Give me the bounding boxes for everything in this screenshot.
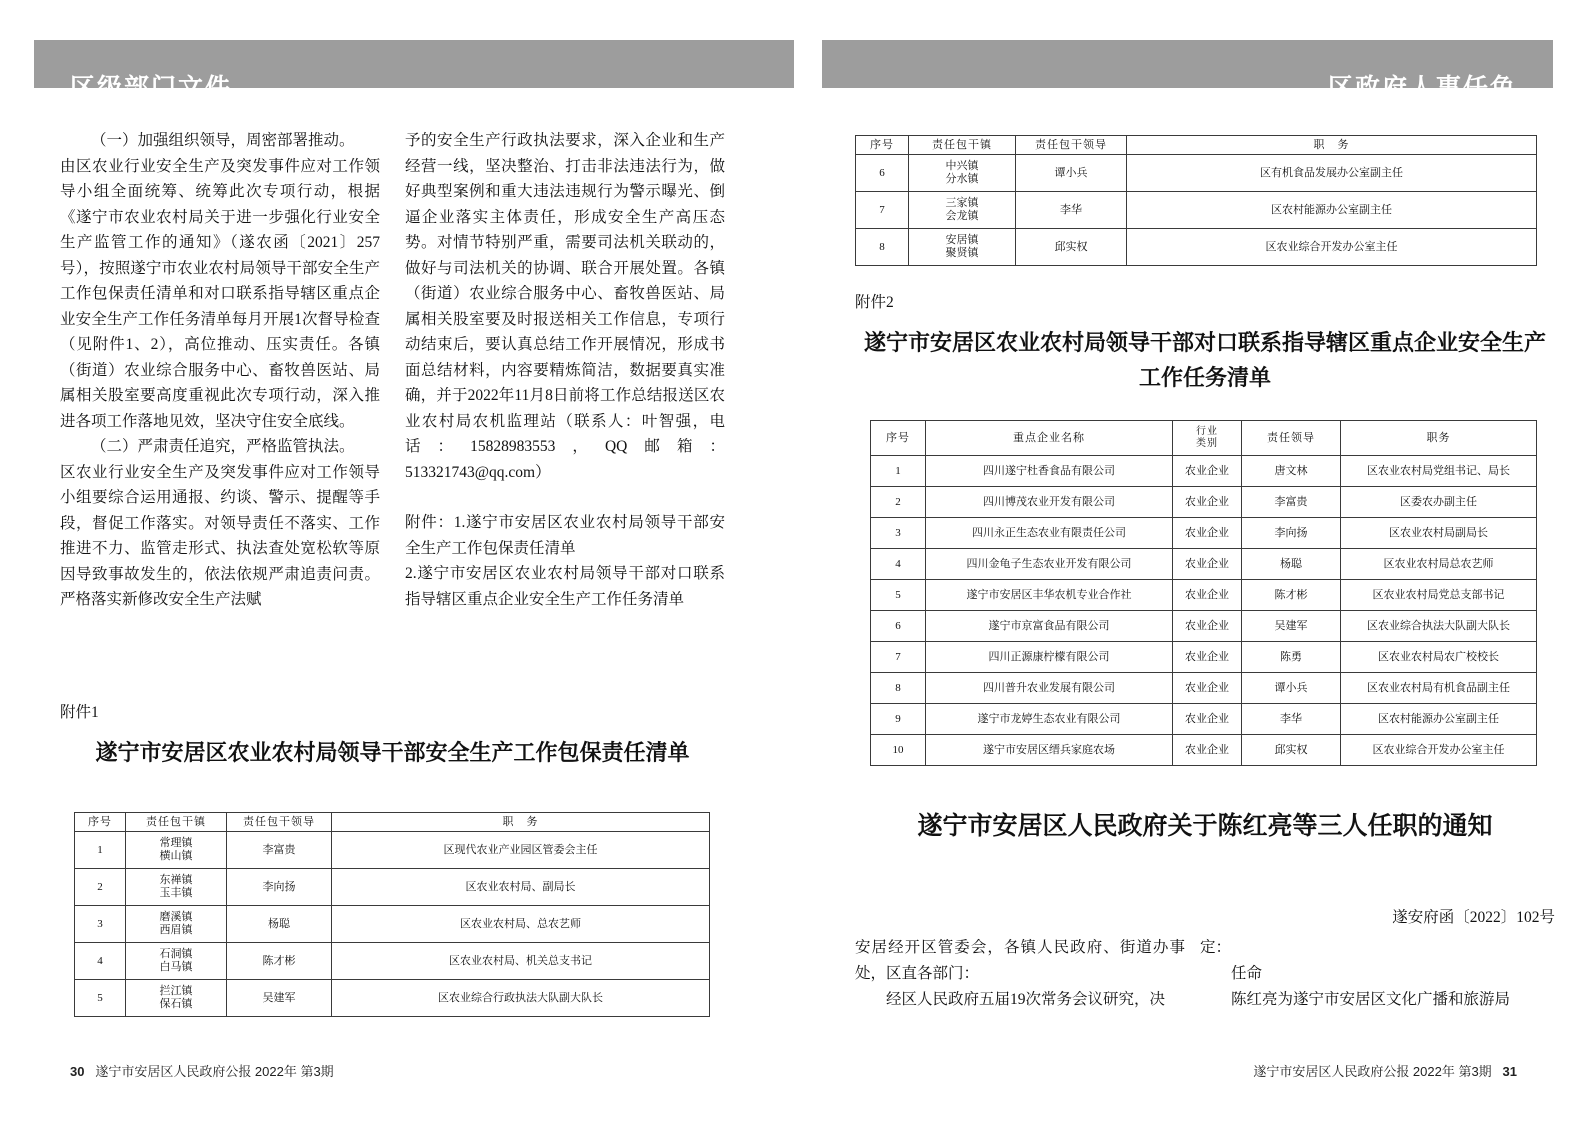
table-cell: 谭小兵 [1242, 673, 1341, 704]
paragraph: （一）加强组织领导，周密部署推动。 [91, 132, 355, 149]
header-label-right: 区政府人事任免 [1327, 74, 1517, 102]
table-cell: 区农业农村局、机关总支书记 [332, 943, 710, 980]
attachment1-title: 遂宁市安居区农业农村局领导干部安全生产工作包保责任清单 [95, 740, 690, 765]
paragraph: 陈红亮为遂宁市安居区文化广播和旅游局 [1231, 991, 1511, 1008]
table-cell: 5 [871, 580, 926, 611]
table-attachment1 [74, 812, 710, 1017]
paragraph: 由区农业行业安全生产及突发事件应对工作领导小组全面统筹、统筹此次专项行动，根据《遂宁市农业农村局关于进一步强化行业安全生产监管工作的通知》（遂农函〔2021〕257号），按照遂宁市农业农村局领导干部安全生产工作包保责任清单和对口联系指导辖区重点企业安全生产工作任务清单每月开展1次督导检查（见附件1、2），高位推动、压实责任。各镇（街道）农业综合服务中心、畜牧兽医站、局属相关股室要高度重视此次专项行动，深入推进各项工作落地见效，坚决守住安全底线。 [60, 157, 380, 430]
page-header [0, 40, 1587, 102]
table-cell: 农业企业 [1173, 456, 1242, 487]
table-cell: 7 [856, 192, 909, 229]
table-cell: 农业企业 [1173, 673, 1242, 704]
table-row [871, 580, 1537, 611]
table-attachment1-continued [855, 135, 1537, 266]
table-row [75, 832, 710, 869]
table-row [856, 192, 1537, 229]
table-row [871, 518, 1537, 549]
table-cell: 四川永正生态农业有限责任公司 [926, 518, 1173, 549]
table-cell: 杨聪 [1242, 549, 1341, 580]
table-header-row [856, 136, 1537, 155]
column-header: 序号 [856, 136, 909, 155]
table-cell: 农业企业 [1173, 487, 1242, 518]
page-number-left: 30 [70, 1064, 85, 1079]
table-cell: 区农业农村局党总支部书记 [1341, 580, 1537, 611]
table-cell: 1 [75, 832, 126, 869]
table-cell: 9 [871, 704, 926, 735]
notice-body-column-1 [855, 935, 1185, 1013]
page-number-right: 31 [1502, 1064, 1517, 1079]
body-column-1 [60, 128, 380, 613]
table-cell: 区农业农村局党组书记、局长 [1341, 456, 1537, 487]
attachment1-label: 附件1 [60, 704, 99, 721]
table-cell: 农业企业 [1173, 642, 1242, 673]
paragraph: 定： [1200, 939, 1232, 956]
table-cell: 区现代农业产业园区管委会主任 [332, 832, 710, 869]
paragraph: 安居经开区管委会，各镇人民政府、街道办事处，区直各部门： [855, 939, 1185, 982]
table-cell: 吴建军 [1242, 611, 1341, 642]
table-cell: 遂宁市京富食品有限公司 [926, 611, 1173, 642]
table-cell: 吴建军 [227, 980, 332, 1017]
table-cell: 3 [871, 518, 926, 549]
table-header-row [871, 421, 1537, 456]
column-header: 职 务 [332, 813, 710, 832]
table-row [856, 229, 1537, 266]
column-header: 重点企业名称 [926, 421, 1173, 456]
paragraph: 任命 [1231, 965, 1263, 982]
footer-text-left: 遂宁市安居区人民政府公报 2022年 第3期 [95, 1064, 334, 1079]
table-cell: 磨溪镇 西眉镇 [126, 906, 227, 943]
table-cell: 区农业农村局总农艺师 [1341, 549, 1537, 580]
table-row [871, 673, 1537, 704]
table-row [871, 611, 1537, 642]
table-row [75, 906, 710, 943]
table-cell: 8 [871, 673, 926, 704]
table-cell: 4 [871, 549, 926, 580]
table-cell: 2 [75, 869, 126, 906]
table-cell: 四川博茂农业开发有限公司 [926, 487, 1173, 518]
table-cell: 区农村能源办公室副主任 [1127, 192, 1537, 229]
table-cell: 李富贵 [227, 832, 332, 869]
paragraph: 区农业行业安全生产及突发事件应对工作领导小组要综合运用通报、约谈、警示、提醒等手段，督促工作落实。对领导责任不落实、工作推进不力、监管走形式、执法查处宽松软等原因导致事故发生的，依法依规严肃追责问责。严格落实新修改安全生产法赋 [60, 463, 380, 608]
table-cell: 李向扬 [227, 869, 332, 906]
table-cell: 6 [856, 155, 909, 192]
document-number: 遂安府函〔2022〕102号 [1392, 909, 1555, 926]
table-cell: 四川遂宁杜香食品有限公司 [926, 456, 1173, 487]
column-header: 责任包干领导 [227, 813, 332, 832]
table-cell: 1 [871, 456, 926, 487]
table-body [856, 155, 1537, 266]
footer-left [70, 1061, 334, 1080]
table-cell: 农业企业 [1173, 580, 1242, 611]
column-header: 职 务 [1127, 136, 1537, 155]
table-cell: 三家镇 会龙镇 [909, 192, 1016, 229]
table-cell: 李向扬 [1242, 518, 1341, 549]
attachment-list-item: 附件：1.遂宁市安居区农业农村局领导干部安全生产工作包保责任清单 [405, 514, 725, 557]
table-cell: 杨聪 [227, 906, 332, 943]
table-cell: 四川正源康柠檬有限公司 [926, 642, 1173, 673]
table-cell: 中兴镇 分水镇 [909, 155, 1016, 192]
column-header: 序号 [871, 421, 926, 456]
table-cell: 安居镇 聚贤镇 [909, 229, 1016, 266]
table-cell: 陈才彬 [227, 943, 332, 980]
paragraph: （二）严肃责任追究，严格监管执法。 [91, 438, 355, 455]
attachment2-label: 附件2 [855, 294, 894, 311]
table-row [871, 456, 1537, 487]
table-cell: 8 [856, 229, 909, 266]
table-cell: 李华 [1242, 704, 1341, 735]
column-header: 职务 [1341, 421, 1537, 456]
column-header: 责任领导 [1242, 421, 1341, 456]
table-cell: 农业企业 [1173, 518, 1242, 549]
table-cell: 遂宁市安居区丰华农机专业合作社 [926, 580, 1173, 611]
table-row [75, 980, 710, 1017]
table-header-row [75, 813, 710, 832]
table-cell: 邱实权 [1016, 229, 1127, 266]
table-body [871, 456, 1537, 766]
paragraph: 予的安全生产行政执法要求，深入企业和生产经营一线，坚决整治、打击非法违法行为，做好典型案例和重大违法违规行为警示曝光、倒逼企业落实主体责任，形成安全生产高压态势。对情节特别严重，需要司法机关联动的，做好与司法机关的协调、联合开展处置。各镇（街道）农业综合服务中心、畜牧兽医站、局属相关股室要及时报送相关工作信息，专项行动结束后，要认真总结工作开展情况，形成书面总结材料，内容要精炼简洁，数据要真实准确，并于2022年11月8日前将工作总结报送区农业农村局农机监理站（联系人：叶智强，电话：15828983553，QQ邮箱：513321743@qq.com） [405, 132, 725, 481]
table-cell: 李富贵 [1242, 487, 1341, 518]
table-cell: 谭小兵 [1016, 155, 1127, 192]
table-cell: 农业企业 [1173, 735, 1242, 766]
table-cell: 石洞镇 白马镇 [126, 943, 227, 980]
table-cell: 农业企业 [1173, 611, 1242, 642]
body-column-2 [405, 128, 725, 612]
table-row [871, 487, 1537, 518]
table-cell: 遂宁市龙婷生态农业有限公司 [926, 704, 1173, 735]
table-row [871, 642, 1537, 673]
table-cell: 区农业农村局农广校校长 [1341, 642, 1537, 673]
table-row [871, 735, 1537, 766]
table-cell: 5 [75, 980, 126, 1017]
table-attachment2 [870, 420, 1537, 766]
table-cell: 区农业综合开发办公室主任 [1341, 735, 1537, 766]
table-cell: 3 [75, 906, 126, 943]
table-cell: 4 [75, 943, 126, 980]
table-cell: 拦江镇 保石镇 [126, 980, 227, 1017]
table-cell: 区农业综合执法大队副大队长 [1341, 611, 1537, 642]
table-cell: 遂宁市安居区缙兵家庭农场 [926, 735, 1173, 766]
table-cell: 唐文林 [1242, 456, 1341, 487]
table-row [871, 704, 1537, 735]
table-cell: 陈勇 [1242, 642, 1341, 673]
header-label-left: 区级部门文件 [70, 74, 233, 102]
table-cell: 四川普升农业发展有限公司 [926, 673, 1173, 704]
column-header: 责任包干镇 [909, 136, 1016, 155]
table-cell: 李华 [1016, 192, 1127, 229]
footer-right [1253, 1061, 1517, 1080]
notice-title: 遂宁市安居区人民政府关于陈红亮等三人任职的通知 [917, 812, 1493, 840]
table-cell: 邱实权 [1242, 735, 1341, 766]
table-cell: 10 [871, 735, 926, 766]
column-header: 序号 [75, 813, 126, 832]
table-cell: 区农业农村局有机食品副主任 [1341, 673, 1537, 704]
table-cell: 6 [871, 611, 926, 642]
attachment2-title: 遂宁市安居区农业农村局领导干部对口联系指导辖区重点企业安全生产工作任务清单 [863, 330, 1546, 390]
column-header: 责任包干领导 [1016, 136, 1127, 155]
table-cell: 农业企业 [1173, 549, 1242, 580]
table-cell: 东禅镇 玉丰镇 [126, 869, 227, 906]
table-cell: 区农村能源办公室副主任 [1341, 704, 1537, 735]
table-row [75, 943, 710, 980]
table-body [75, 832, 710, 1017]
table-cell: 区农业综合开发办公室主任 [1127, 229, 1537, 266]
attachment-list-item: 2.遂宁市安居区农业农村局领导干部对口联系指导辖区重点企业安全生产工作任务清单 [405, 565, 725, 608]
table-row [75, 869, 710, 906]
paragraph: 经区人民政府五届19次常务会议研究，决 [886, 991, 1166, 1008]
table-cell: 区有机食品发展办公室副主任 [1127, 155, 1537, 192]
table-cell: 2 [871, 487, 926, 518]
table-cell: 陈才彬 [1242, 580, 1341, 611]
table-cell: 区委农办副主任 [1341, 487, 1537, 518]
table-cell: 常理镇 横山镇 [126, 832, 227, 869]
table-cell: 7 [871, 642, 926, 673]
table-cell: 区农业农村局副局长 [1341, 518, 1537, 549]
table-cell: 四川金龟子生态农业开发有限公司 [926, 549, 1173, 580]
table-row [856, 155, 1537, 192]
table-row [871, 549, 1537, 580]
column-header: 责任包干镇 [126, 813, 227, 832]
table-cell: 区农业综合行政执法大队副大队长 [332, 980, 710, 1017]
table-cell: 农业企业 [1173, 704, 1242, 735]
column-header: 行业 类别 [1173, 421, 1242, 456]
table-cell: 区农业农村局、副局长 [332, 869, 710, 906]
table-cell: 区农业农村局、总农艺师 [332, 906, 710, 943]
notice-body-column-2 [1200, 935, 1540, 1013]
footer-text-right: 遂宁市安居区人民政府公报 2022年 第3期 [1253, 1064, 1492, 1079]
